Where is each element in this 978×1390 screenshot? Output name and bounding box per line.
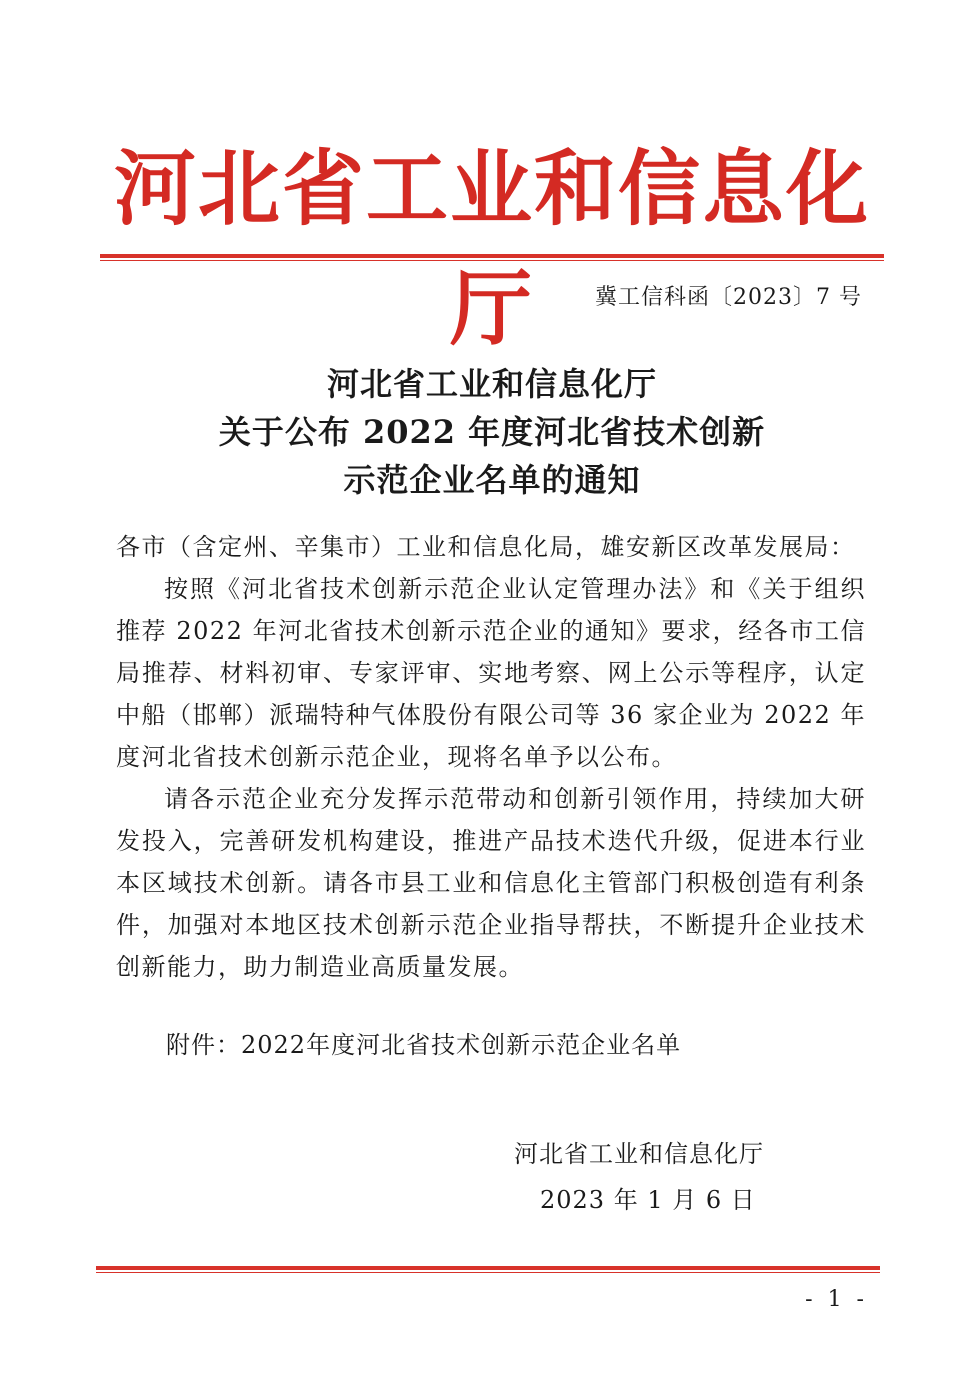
- salutation: 各市（含定州、辛集市）工业和信息化局，雄安新区改革发展局：: [116, 533, 856, 561]
- masthead-title: 河北省工业和信息化厅: [113, 142, 870, 357]
- paragraph-2: 请各示范企业充分发挥示范带动和创新引领作用，持续加大研发投入，完善研发机构建设，推进产品技术迭代升级，促进本行业本区域技术创新。请各市县工业和信息化主管部门积极创造有利条件，加强对本地区技术创新示范企业指导帮扶，不断提升企业技术创新能力，助力制造业高质量发展。: [116, 785, 866, 981]
- signature-date: 2023 年 1 月 6 日: [540, 1186, 756, 1214]
- document-number: 冀工信科函〔2023〕7 号: [595, 285, 862, 310]
- paragraph-1: 按照《河北省技术创新示范企业认定管理办法》和《关于组织推荐 2022 年河北省技术创新示范企业的通知》要求，经各市工信局推荐、材料初审、专家评审、实地考察、网上公示等程序，认定中船（邯郸）派瑞特种气体股份有限公司等 36 家企业为 2022 年度河北省技术创新示范企业，现将名单予以公布。: [116, 575, 866, 771]
- notice-body: [116, 526, 866, 988]
- notice-title-line-3: 示范企业名单的通知: [343, 461, 641, 499]
- attachment-line: 附件：2022年度河北省技术创新示范企业名单: [166, 1031, 682, 1059]
- signature-organization: 河北省工业和信息化厅: [514, 1140, 764, 1168]
- header-rule-thick: [100, 254, 884, 258]
- notice-title-line-2: 关于公布 2022 年度河北省技术创新: [218, 413, 766, 451]
- page-number: - 1 -: [805, 1287, 868, 1312]
- header-rule-thin: [100, 260, 884, 261]
- notice-title-line-1: 河北省工业和信息化厅: [326, 365, 657, 403]
- footer-rule-thick: [96, 1266, 880, 1270]
- notice-title: [100, 360, 884, 504]
- footer-rule-thin: [96, 1272, 880, 1273]
